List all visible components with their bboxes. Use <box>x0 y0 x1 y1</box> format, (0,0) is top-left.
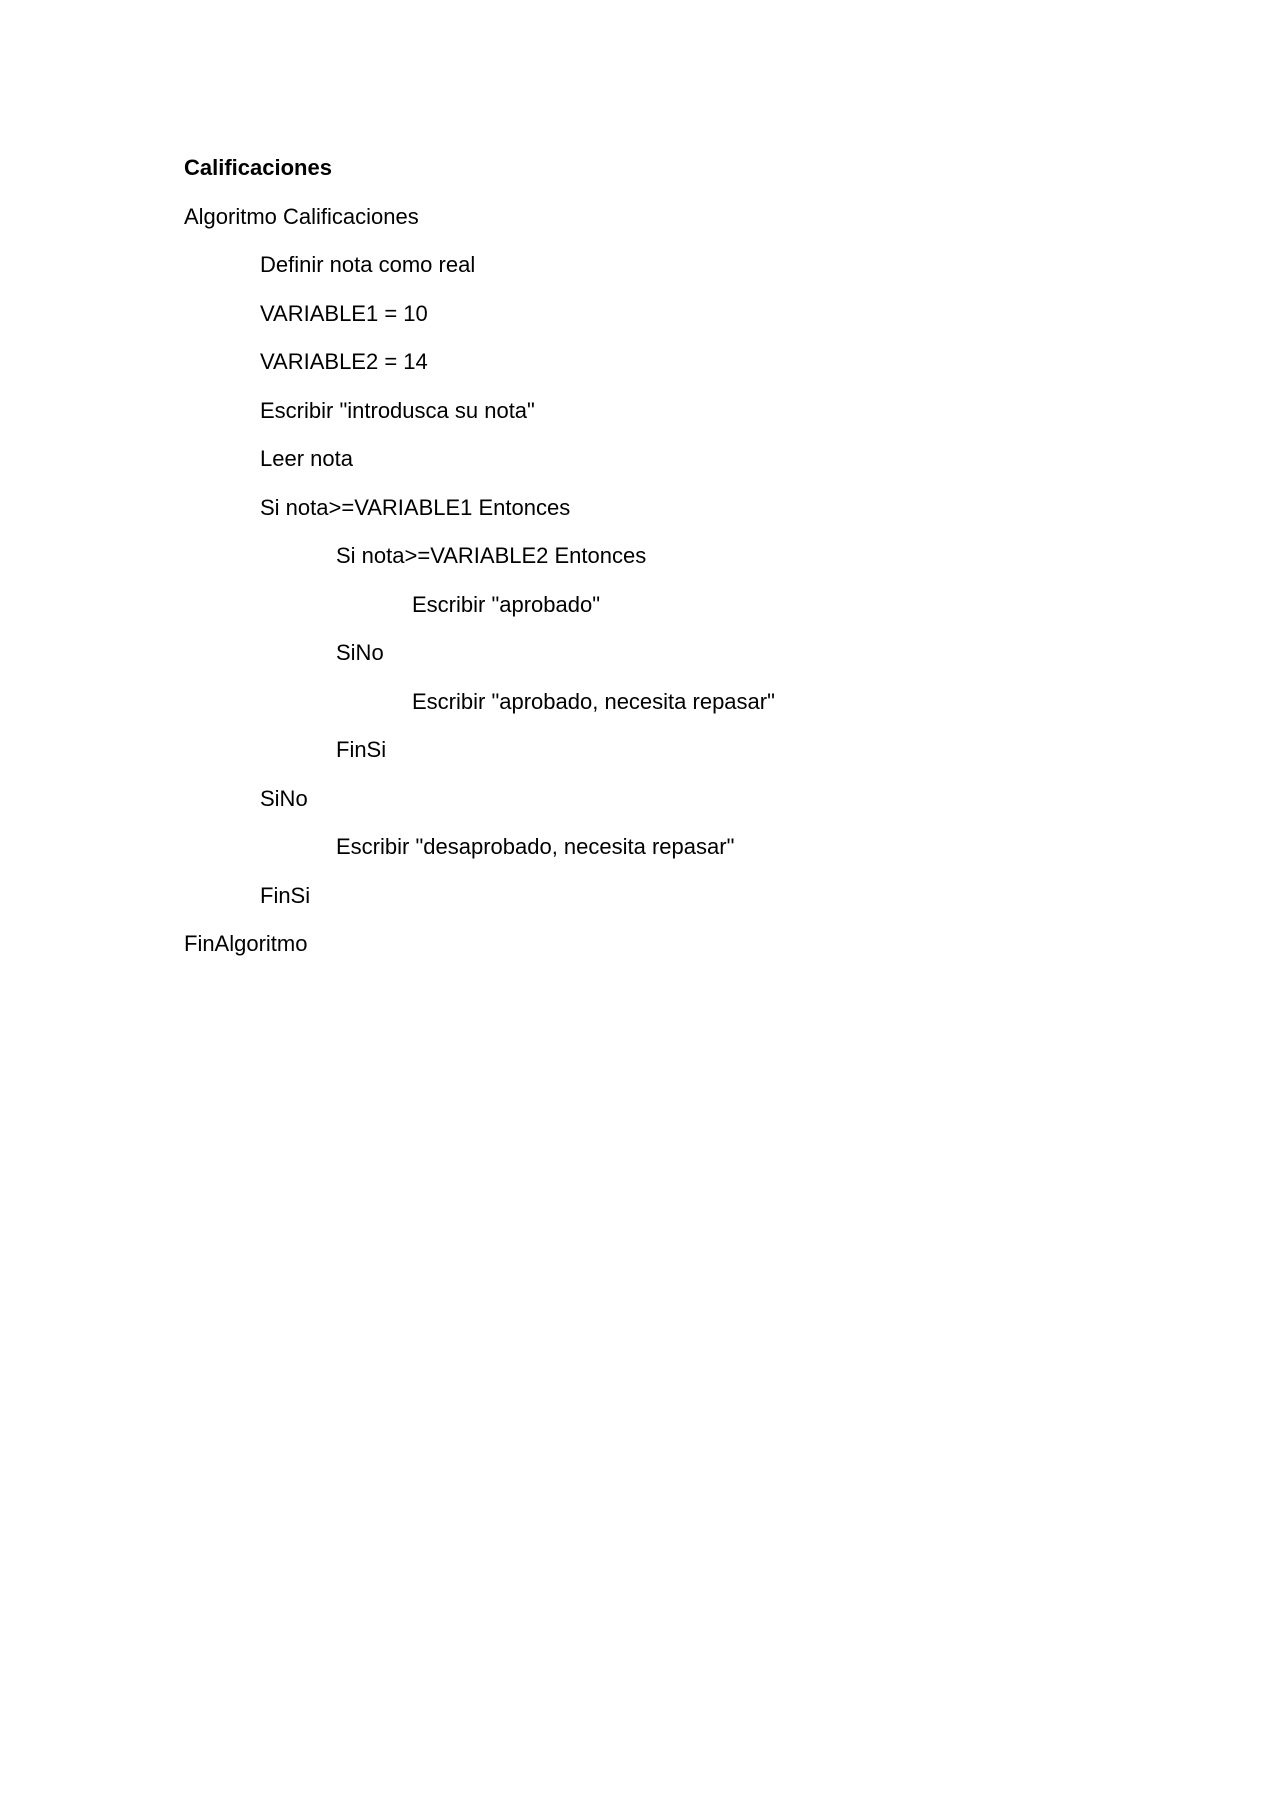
code-line: Escribir "introdusca su nota" <box>260 397 535 423</box>
code-line: VARIABLE2 = 14 <box>260 349 428 374</box>
code-line: Si nota>=VARIABLE1 Entonces <box>260 494 571 520</box>
code-line: Leer nota <box>260 446 353 471</box>
code-line: Escribir "aprobado" <box>412 591 601 617</box>
code-line: VARIABLE1 = 10 <box>260 300 428 326</box>
code-line: FinAlgoritmo <box>184 931 308 956</box>
code-line: SiNo <box>336 640 384 665</box>
code-line: Escribir "desaprobado, necesita repasar" <box>336 834 735 859</box>
document-title: Calificaciones <box>184 155 332 180</box>
code-line: Escribir "aprobado, necesita repasar" <box>412 688 775 714</box>
code-line: Algoritmo Calificaciones <box>184 203 419 229</box>
document-body <box>184 150 1104 975</box>
code-line: FinSi <box>336 737 387 762</box>
code-line: Definir nota como real <box>260 252 476 277</box>
code-line: FinSi <box>260 882 311 908</box>
code-line: Si nota>=VARIABLE2 Entonces <box>336 543 647 568</box>
code-line: SiNo <box>260 785 308 811</box>
